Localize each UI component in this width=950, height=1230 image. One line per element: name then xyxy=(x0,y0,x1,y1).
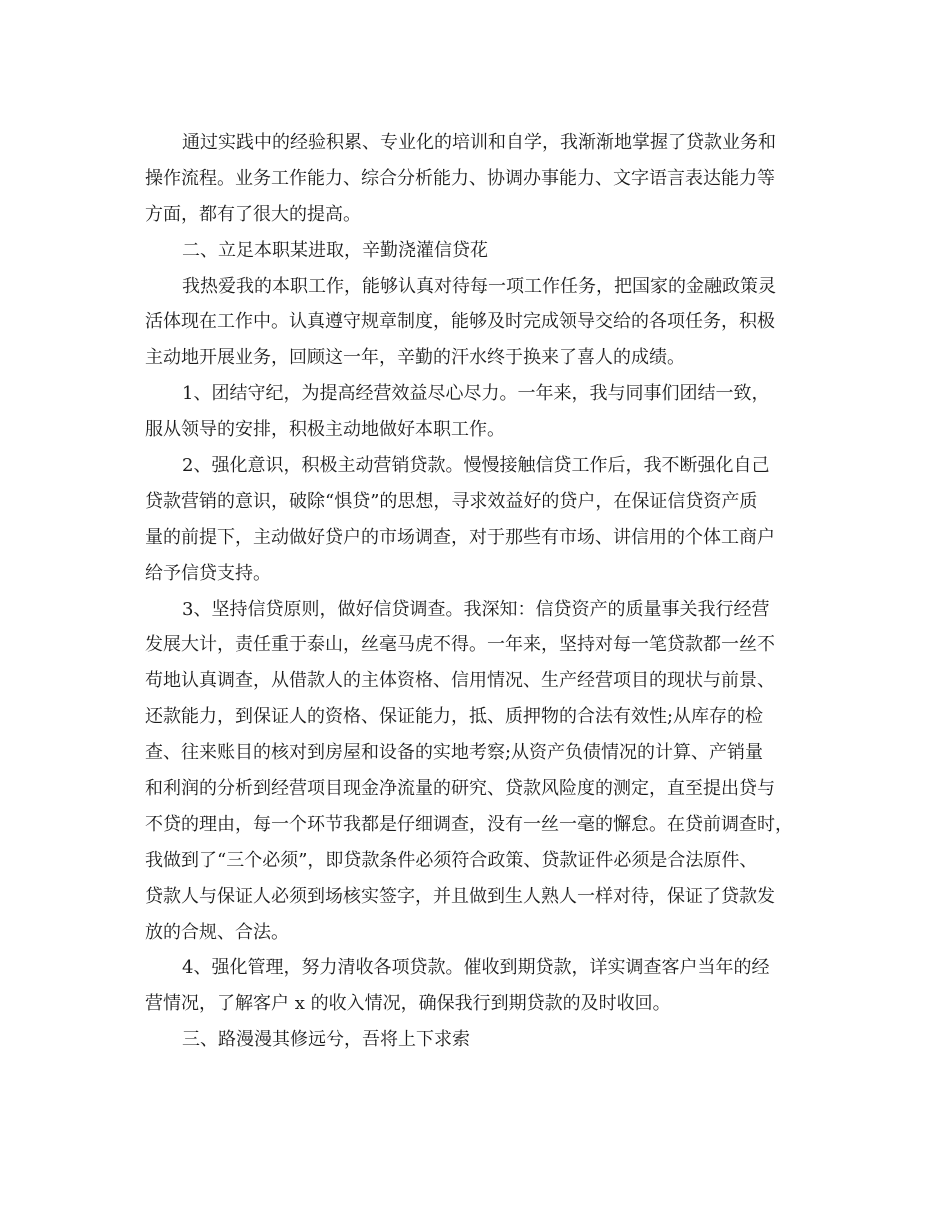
text-line: 我做到了“三个必须”，即贷款条件必须符合政策、贷款证件必须是合法原件、 xyxy=(145,849,758,871)
text-line: 4、强化管理，努力清收各项贷款。催收到期贷款，详实调查客户当年的经 xyxy=(182,957,770,979)
text-line: 贷款人与保证人必须到场核实签字，并且做到生人熟人一样对待，保证了贷款发 xyxy=(145,885,775,907)
text-line: 二、立足本职某进取，辛勤浇灌信贷花 xyxy=(182,239,488,261)
text-line: 还款能力，到保证人的资格、保证能力，抵、质押物的合法有效性;从库存的检 xyxy=(145,706,764,728)
text-line: 通过实践中的经验积累、专业化的培训和自学，我渐渐地掌握了贷款业务和 xyxy=(182,132,776,153)
text-line: 2、强化意识，积极主动营销贷款。慢慢接触信贷工作后，我不断强化自己 xyxy=(182,455,770,477)
text-line: 3、坚持信贷原则，做好信贷调查。我深知：信贷资产的质量事关我行经营 xyxy=(182,598,770,620)
text-line: 苟地认真调查，从借款人的主体资格、信用情况、生产经营项目的现状与前景、 xyxy=(145,670,775,692)
text-line: 放的合规、合法。 xyxy=(145,921,289,943)
text-line: 主动地开展业务，回顾这一年，辛勤的汗水终于换来了喜人的成绩。 xyxy=(145,347,685,369)
text-line: 量的前提下，主动做好贷户的市场调查，对于那些有市场、讲信用的个体工商户 xyxy=(145,526,775,548)
text-line: 我热爱我的本职工作，能够认真对待每一项工作任务，把国家的金融政策灵 xyxy=(182,275,776,297)
text-line: 服从领导的安排，积极主动地做好本职工作。 xyxy=(145,419,505,441)
text-line: 操作流程。业务工作能力、综合分析能力、协调办事能力、文字语言表达能力等 xyxy=(145,167,775,189)
text-line: 给予信贷支持。 xyxy=(145,562,271,584)
text-line: 查、往来账目的核对到房屋和设备的实地考察;从资产负债情况的计算、产销量 xyxy=(145,742,764,764)
text-line: 活体现在工作中。认真遵守规章制度，能够及时完成领导交给的各项任务，积极 xyxy=(145,311,775,333)
document-body xyxy=(145,125,807,1058)
text-line: 发展大计，责任重于泰山，丝毫马虎不得。一年来，坚持对每一笔贷款都一丝不 xyxy=(145,634,775,656)
text-line: 不贷的理由，每一个环节我都是仔细调查，没有一丝一毫的懈怠。在贷前调查时， xyxy=(145,813,793,835)
text-line: 方面，都有了很大的提高。 xyxy=(145,203,361,225)
text-line: 贷款营销的意识，破除“惧贷”的思想，寻求效益好的贷户，在保证信贷资产质 xyxy=(145,490,758,512)
text-line: 三、路漫漫其修远兮，吾将上下求索 xyxy=(182,1029,470,1051)
text-line: 和利润的分析到经营项目现金净流量的研究、贷款风险度的测定，直至提出贷与 xyxy=(145,778,775,800)
text-line: 营情况，了解客户 x 的收入情况，确保我行到期贷款的及时收回。 xyxy=(145,993,671,1015)
text-line: 1、团结守纪，为提高经营效益尽心尽力。一年来，我与同事们团结一致， xyxy=(182,383,770,405)
